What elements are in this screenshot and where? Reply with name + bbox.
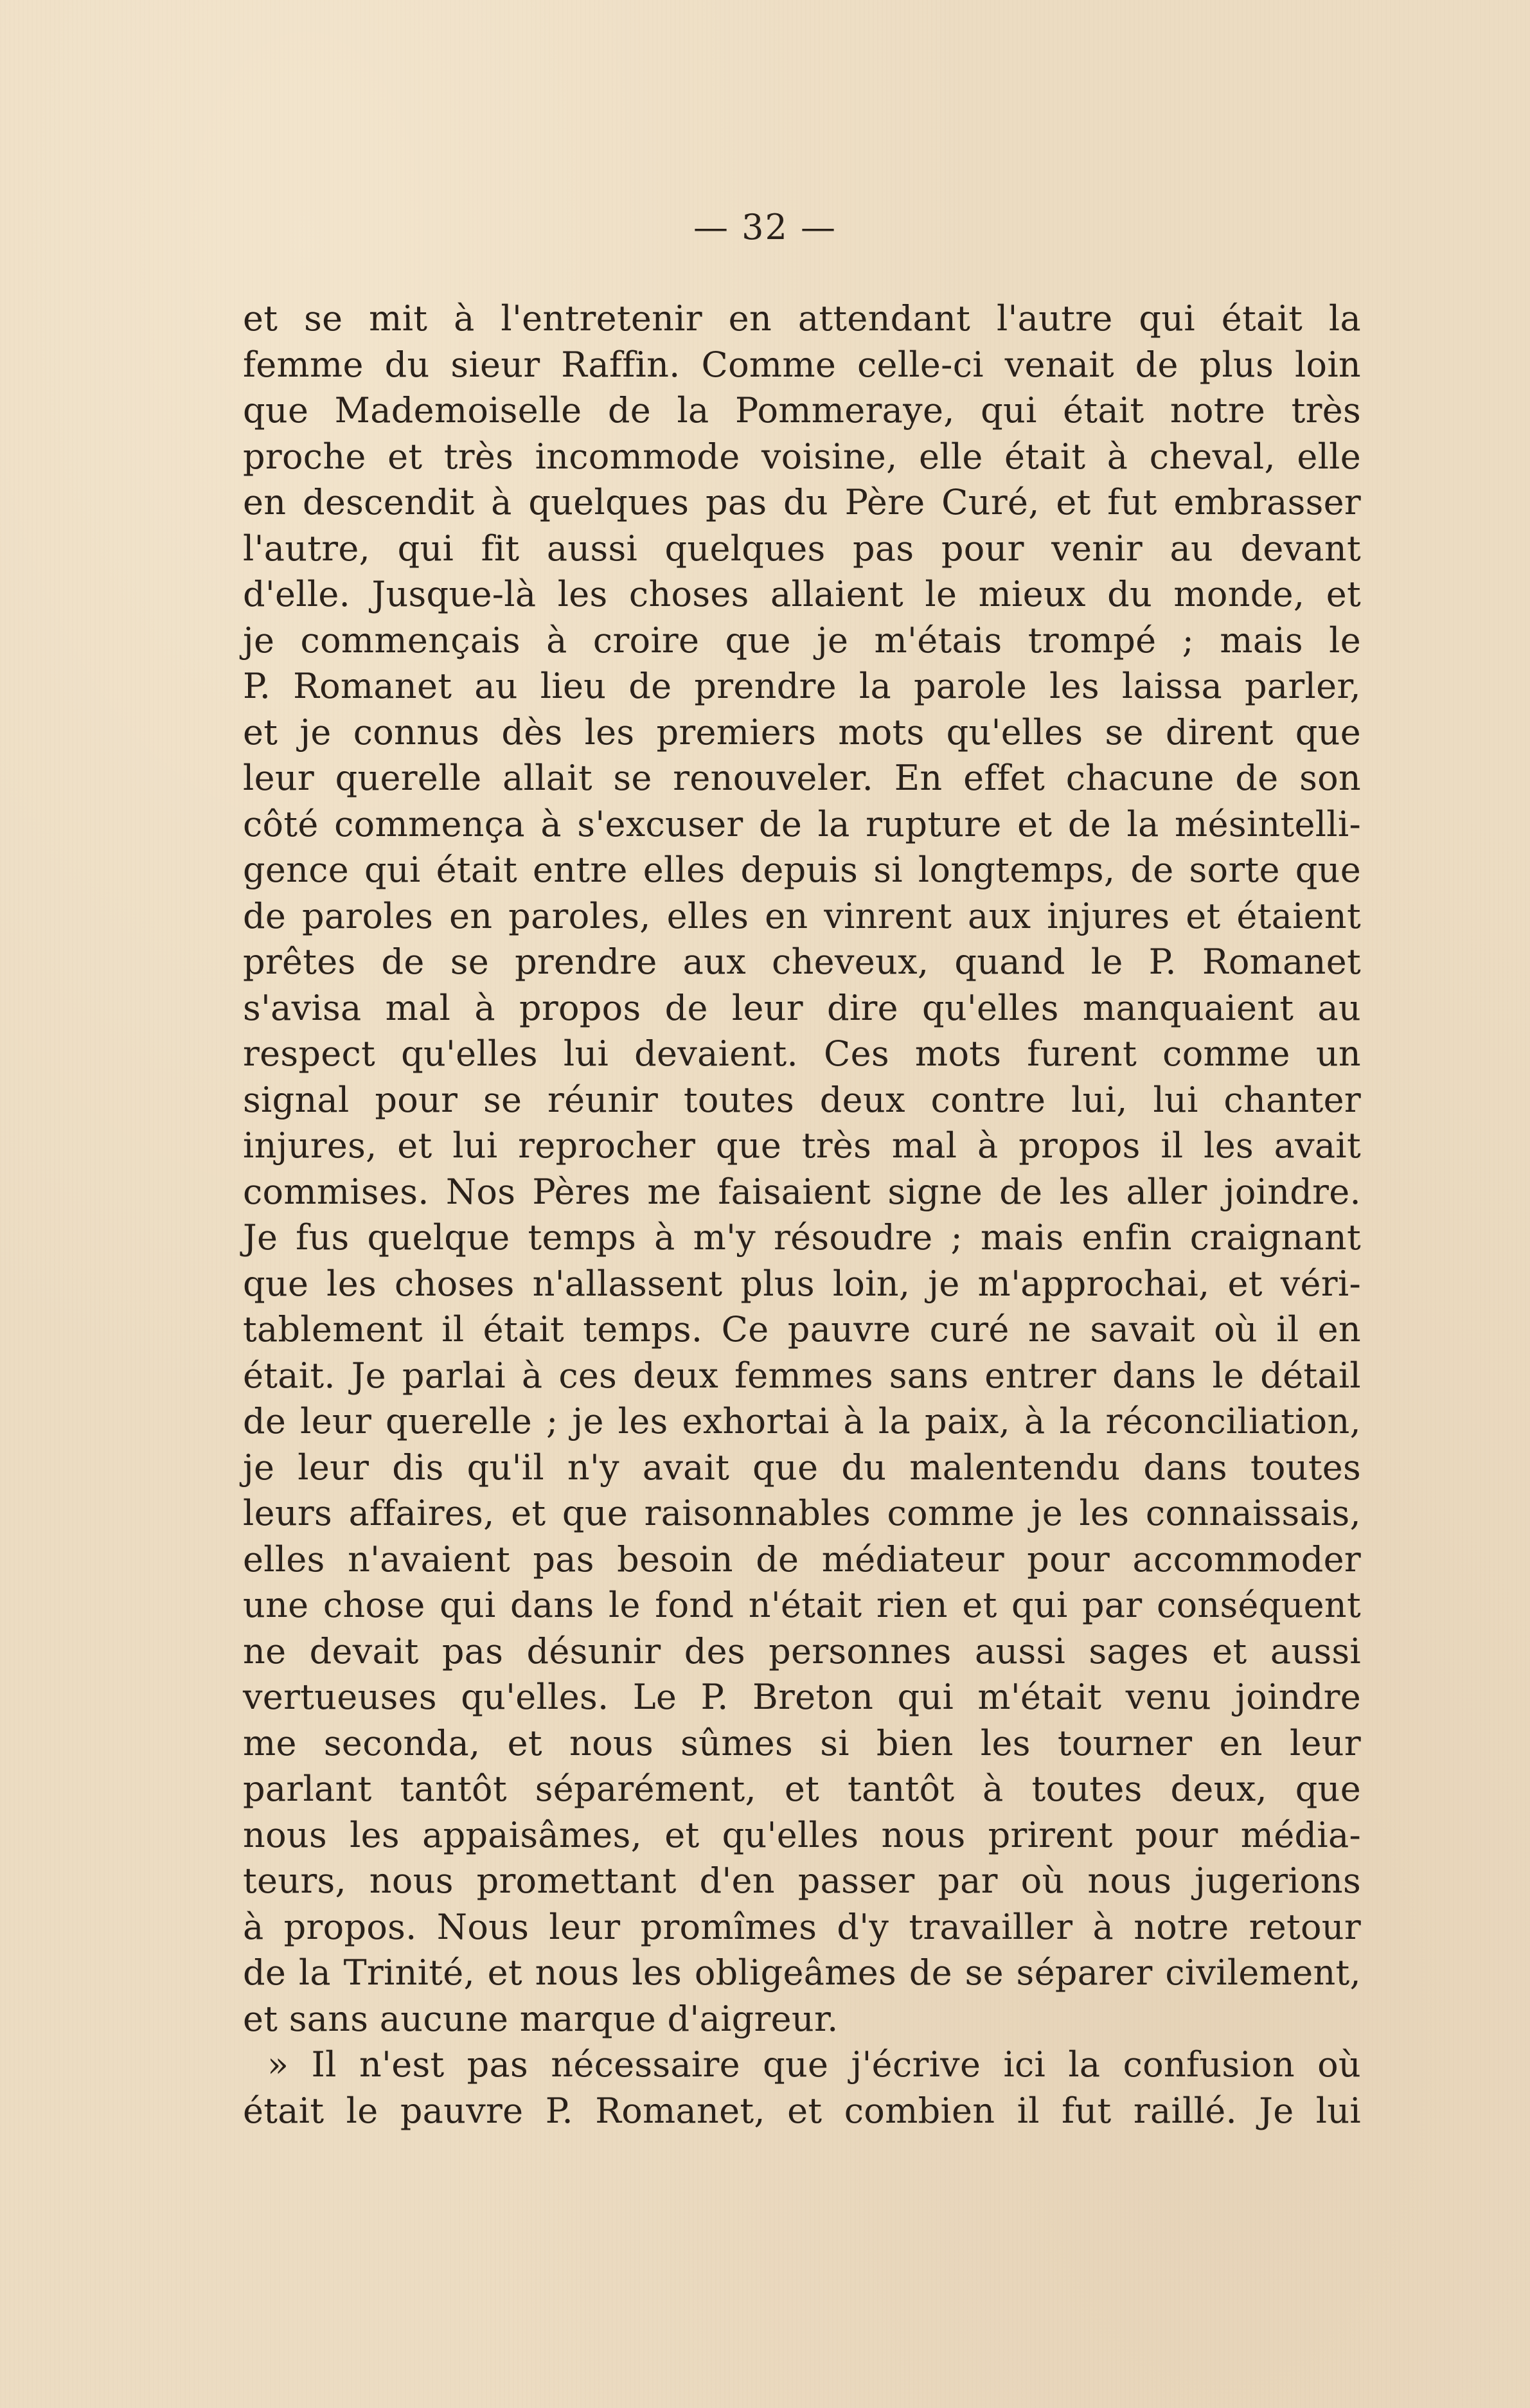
text-line [243, 1628, 1361, 1675]
page-number: — 32 — [693, 207, 837, 247]
text-line-content: une chose qui dans le fond n'était rien et qui par conséquent [243, 1585, 1361, 1625]
text-line [243, 1490, 1361, 1537]
text-line-content: de la Trinité, et nous les obligeâmes de se séparer civilement, [243, 1952, 1361, 1993]
text-line-content: à propos. Nous leur promîmes d'y travailler à notre retour [243, 1906, 1361, 1947]
text-line [243, 1950, 1361, 1996]
text-line-content: signal pour se réunir toutes deux contre lui, lui chanter [243, 1079, 1361, 1120]
text-line-content: et sans aucune marque d'aigreur. [243, 1998, 839, 2039]
text-line-content: » Il n'est pas nécessaire que j'écrive ici la confusion où [267, 2044, 1361, 2085]
text-line-content: leur querelle allait se renouveler. En effet chacune de son [243, 758, 1361, 798]
text-line-content: que Mademoiselle de la Pommeraye, qui était notre très [243, 390, 1361, 431]
text-line [243, 755, 1361, 801]
text-line [243, 1031, 1361, 1077]
text-line [243, 1123, 1361, 1169]
text-line-content: elles n'avaient pas besoin de médiateur pour accommoder [243, 1538, 1361, 1580]
text-line [243, 1215, 1361, 1261]
text-line-content: respect qu'elles lui devaient. Ces mots furent comme un [243, 1033, 1361, 1074]
text-line [243, 434, 1361, 480]
text-line [243, 1398, 1361, 1445]
text-line-content: ne devait pas désunir des personnes aussi sages et aussi [243, 1630, 1361, 1672]
text-line-content: côté commença à s'excuser de la rupture et de la mésintelli- [243, 803, 1361, 844]
text-line-content: nous les appaisâmes, et qu'elles nous prirent pour média- [243, 1814, 1361, 1855]
text-line-content: gence qui était entre elles depuis si longtemps, de sorte que [243, 850, 1361, 890]
text-line [243, 1261, 1361, 1307]
text-line [243, 479, 1361, 526]
text-line-content: était. Je parlai à ces deux femmes sans entrer dans le détail [243, 1355, 1361, 1396]
text-line [243, 388, 1361, 434]
text-line [243, 342, 1361, 388]
text-line [243, 985, 1361, 1031]
text-line-content: d'elle. Jusque-là les choses allaient le mieux du monde, et [243, 574, 1361, 614]
text-line-content: proche et très incommode voisine, elle était à cheval, elle [243, 436, 1361, 477]
text-line [243, 1537, 1361, 1583]
text-line-content: tablement il était temps. Ce pauvre curé ne savait où il en [243, 1309, 1361, 1350]
text-line-content: P. Romanet au lieu de prendre la parole les laissa parler, [243, 666, 1361, 706]
text-line-content: teurs, nous promettant d'en passer par où nous jugerions [243, 1860, 1361, 1901]
text-line [243, 571, 1361, 618]
text-line-content: je commençais à croire que je m'étais trompé ; mais le [243, 620, 1361, 661]
text-line-content: en descendit à quelques pas du Père Curé, et fut embrasser [243, 482, 1361, 522]
text-line-content: de paroles en paroles, elles en vinrent aux injures et étaient [243, 895, 1361, 936]
text-line-content: parlant tantôt séparément, et tantôt à toutes deux, que [243, 1769, 1361, 1809]
text-line [243, 2088, 1361, 2134]
text-line-content: commises. Nos Pères me faisaient signe de les aller joindre. [243, 1171, 1361, 1212]
text-line [243, 1077, 1361, 1123]
text-line [243, 1445, 1361, 1491]
text-line [243, 939, 1361, 985]
text-line [243, 1674, 1361, 1720]
text-line-content: s'avisa mal à propos de leur dire qu'elles manquaient au [243, 987, 1361, 1028]
text-line [243, 663, 1361, 709]
text-line [243, 1812, 1361, 1859]
text-line [243, 1904, 1361, 1950]
text-line-content: me seconda, et nous sûmes si bien les tourner en leur [243, 1722, 1361, 1763]
text-line-content: et se mit à l'entretenir en attendant l'autre qui était la [243, 298, 1361, 339]
text-line [243, 1858, 1361, 1904]
text-line [243, 847, 1361, 893]
text-line-content: et je connus dès les premiers mots qu'elles se dirent que [243, 711, 1361, 753]
text-line [243, 618, 1361, 664]
text-line [243, 526, 1361, 572]
text-line [243, 296, 1361, 342]
text-line-content: Je fus quelque temps à m'y résoudre ; mais enfin craignant [243, 1217, 1361, 1258]
text-line [243, 1353, 1361, 1399]
text-line [243, 893, 1361, 940]
text-line-content: je leur dis qu'il n'y avait que du malentendu dans toutes [243, 1447, 1361, 1488]
text-line-content: prêtes de se prendre aux cheveux, quand le P. Romanet [243, 941, 1361, 982]
text-line-content: était le pauvre P. Romanet, et combien il fut raillé. Je lui [243, 2090, 1361, 2131]
text-line [243, 1169, 1361, 1215]
text-line [243, 801, 1361, 848]
text-line-content: de leur querelle ; je les exhortai à la paix, à la réconciliation, [243, 1401, 1361, 1441]
text-line-content: femme du sieur Raffin. Comme celle-ci venait de plus loin [243, 344, 1361, 385]
body-text [243, 296, 1361, 2134]
text-line-content: vertueuses qu'elles. Le P. Breton qui m'était venu joindre [243, 1677, 1361, 1717]
text-line [243, 1307, 1361, 1353]
text-line-content: leurs affaires, et que raisonnables comme je les connaissais, [243, 1493, 1361, 1533]
paragraph-start-line [243, 2042, 1361, 2088]
text-line [243, 1720, 1361, 1767]
text-line [243, 709, 1361, 756]
text-line-content: que les choses n'allassent plus loin, je m'approchai, et véri- [243, 1263, 1361, 1304]
text-line-content: injures, et lui reprocher que très mal à propos il les avait [243, 1125, 1361, 1166]
text-line [243, 1766, 1361, 1812]
paragraph-end-line [243, 1996, 1361, 2042]
text-line-content: l'autre, qui fit aussi quelques pas pour venir au devant [243, 528, 1361, 569]
text-line [243, 1582, 1361, 1628]
